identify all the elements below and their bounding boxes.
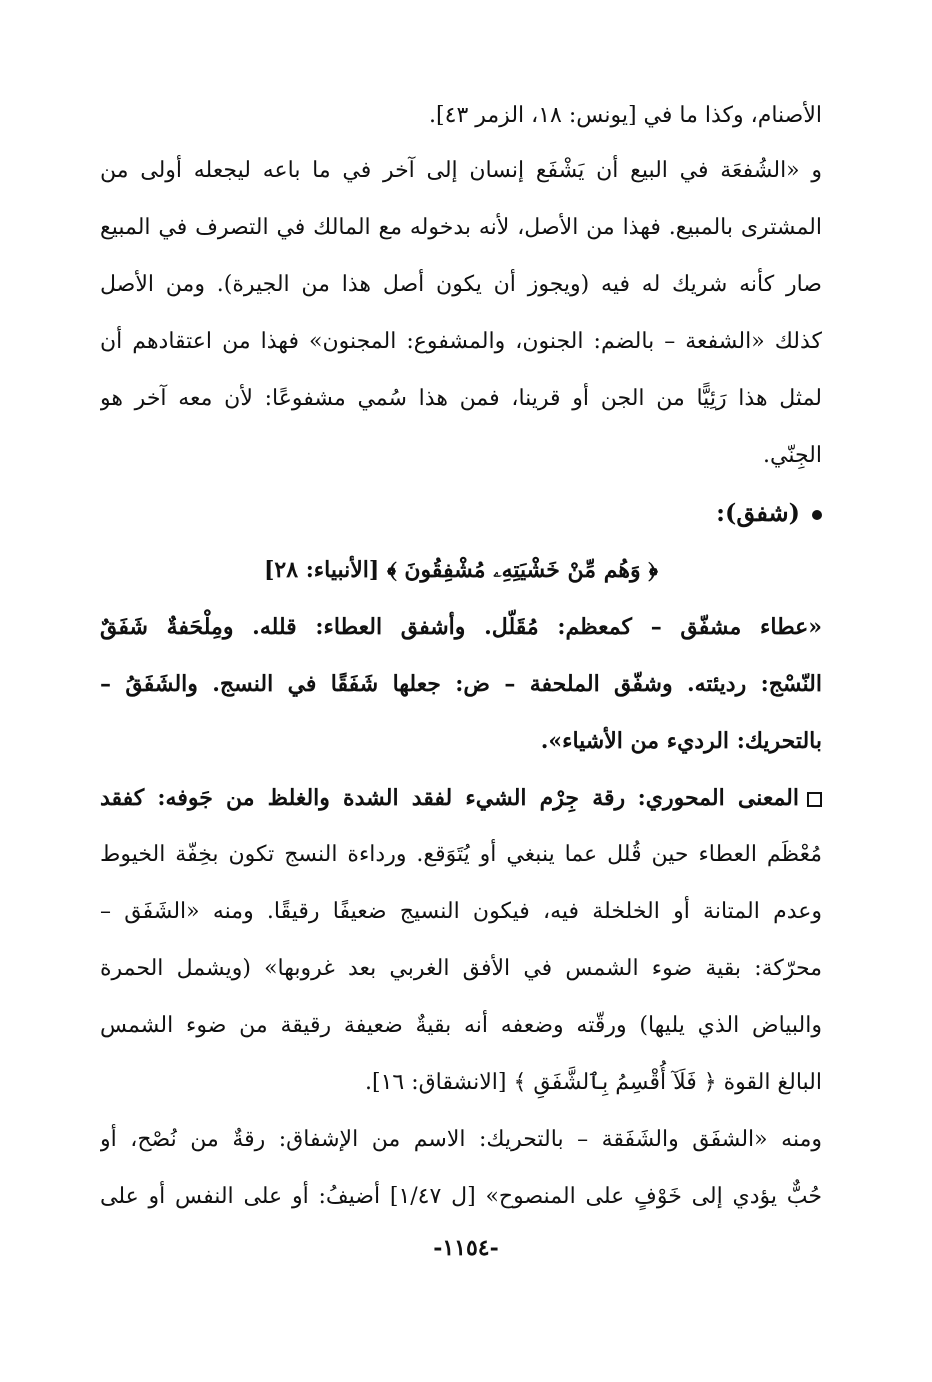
bullet-icon — [812, 510, 822, 520]
quote-line: النّسْج: رديئته. وشفّق الملحفة – ض: جعلها شَفَقًا في النسج. والشَفَقُ – — [100, 671, 822, 697]
quote-line: «عطاء مشفّق – كمعظم: مُقَلّل. وأشفق العطاء: قلله. ومِلْحَفةٌ شَفَقٌ — [100, 614, 822, 640]
entry-heading-text: (شفق): — [716, 498, 800, 527]
quote-line: بالتحريك: الرديء من الأشياء». — [540, 728, 822, 754]
meaning-first-line — [100, 774, 822, 822]
entry-heading — [100, 489, 822, 537]
text-line: مُعْظَم العطاء حين قُلل عما ينبغي أو يُتَوَقع. ورداءة النسج تكون بخِفّة الخيوط — [100, 842, 822, 867]
text-line: و «الشُفعَة في البيع أن يَشْفَع إنسان إلى آخر في ما باعه ليجعله أولى من — [100, 158, 822, 183]
text-line: كذلك «الشفعة – بالضم: الجنون، والمشفوع: المجنون» فهذا من اعتقادهم أن — [100, 329, 822, 354]
text-line: لمثل هذا رَئِيًّا من الجن أو قرينا، فمن هذا سُمي مشفوعًا: لأن معه آخر هو — [100, 386, 822, 411]
page-number: -١١٥٤- — [433, 1235, 499, 1261]
text-line: حُبٌّ يؤدي إلى خَوْفٍ على المنصوح» [ل ١/٤٧] أضيفُ: أو على النفس أو على — [100, 1184, 822, 1209]
meaning-text: رقة جِرْم الشيء لفقد الشدة والغلظ من جَوفه: كفقد — [100, 785, 626, 811]
text-line: البالغ القوة ﴿ فَلَآ أُقْسِمُ بِٱلشَّفَقِ ﴾ [الانشقاق: ١٦]. — [364, 1070, 822, 1095]
text-line: صار كأنه شريك له فيه (ويجوز أن يكون أصل هذا من الجيرة). ومن الأصل — [100, 272, 822, 297]
square-icon — [807, 792, 822, 807]
text-line: المشترى بالمبيع. فهذا من الأصل، لأنه بدخوله مع المالك في التصرف في المبيع — [100, 215, 822, 240]
text-line: وعدم المتانة أو الخلخلة فيه، فيكون النسيج ضعيفًا رقيقًا. ومنه «الشَفَق – — [100, 899, 822, 924]
text-line: ومنه «الشفَق والشَفَقة – بالتحريك: الاسم من الإشفاق: رقةٌ من نُصْح، أو — [100, 1127, 822, 1152]
text-line: والبياض الذي يليها) ورقّته وضعفه أنه بقيةٌ ضعيفة رقيقة من ضوء الشمس — [100, 1013, 822, 1038]
text-line: الجِنّي. — [763, 443, 822, 468]
quran-verse: ﴿ وَهُم مِّنْ خَشْيَتِهِۦ مُشْفِقُونَ ﴾ [الأنبياء: ٢٨] — [263, 557, 659, 583]
meaning-label: المعنى المحوري: — [637, 785, 799, 811]
text-line: محرّكة: بقية ضوء الشمس في الأفق الغربي بعد غروبها» (ويشمل الحمرة — [100, 956, 822, 981]
text-line: الأصنام، وكذا ما في [يونس: ١٨، الزمر ٤٣]. — [429, 103, 822, 128]
